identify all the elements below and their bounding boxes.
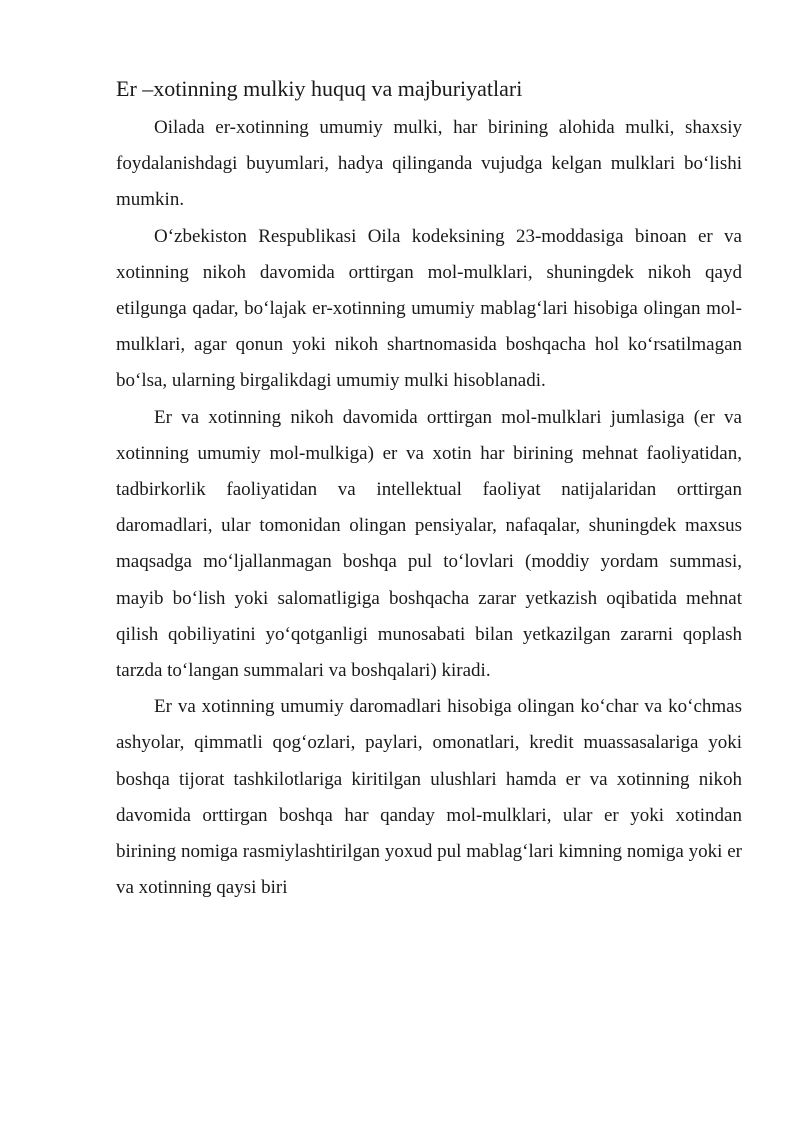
paragraph-1: Oilada er-xotinning umumiy mulki, har birining alohida mulki, shaxsiy foydalanishdagi buyumlari, hadya qilinganda vujudga kelgan mulklari bo‘lishi mumkin. bbox=[116, 117, 742, 211]
section-heading: Er –xotinning mulkiy huquq va majburiyatlari bbox=[116, 76, 523, 101]
paragraph-4: Er va xotinning umumiy daromadlari hisobiga olingan ko‘char va ko‘chmas ashyolar, qimmatli qog‘ozlari, paylari, omonatlari, kredit muassasalariga yoki boshqa tijorat tashkilotlariga kiritilgan ulushlari hamda er va xotinning nikoh davomida orttirgan boshqa har qanday mol-mulklari, ular er yoki xotindan birining nomiga rasmiylashtirilgan yoxud pul mablag‘lari kimning nomiga yoki er va xotinning qaysi biri bbox=[116, 696, 742, 899]
paragraph-2: O‘zbekiston Respublikasi Oila kodeksining 23-moddasiga binoan er va xotinning nikoh davomida orttirgan mol-mulklari, shuningdek nikoh qayd etilgunga qadar, bo‘lajak er-xotinning umumiy mablag‘lari hisobiga olingan mol-mulklari, agar qonun yoki nikoh shartnomasida boshqacha hol ko‘rsatilmagan bo‘lsa, ularning birgalikdagi umumiy mulki hisoblanadi. bbox=[116, 225, 742, 392]
paragraph-3: Er va xotinning nikoh davomida orttirgan mol-mulklari jumlasiga (er va xotinning umumiy mol-mulkiga) er va xotin har birining mehnat faoliyatidan, tadbirkorlik faoliyatidan va intellektual faoliyat natijalaridan orttirgan daromadlari, ular tomonidan olingan pensiyalar, nafaqalar, shuningdek maxsus maqsadga mo‘ljallanmagan boshqa pul to‘lovlari (moddiy yordam summasi, mayib bo‘lish yoki salomatligiga boshqacha zarar yetkazish oqibatida mehnat qilish qobiliyatini yo‘qotganligi munosabati bilan yetkazilgan zararni qoplash tarzda to‘langan summalari va boshqalari) kiradi. bbox=[116, 406, 742, 682]
document-body bbox=[116, 74, 742, 906]
